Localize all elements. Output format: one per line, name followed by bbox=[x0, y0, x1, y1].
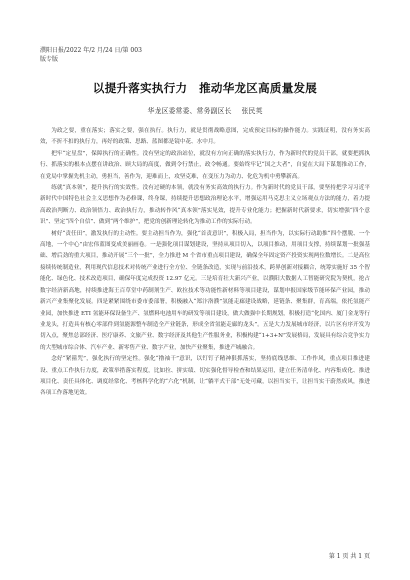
section-line: 版专版 bbox=[40, 56, 59, 63]
source-line: 濮阳日报/2022 年/2 月/24 日/第 003 bbox=[40, 47, 142, 54]
article-title: 以提升落实执行力 推动华龙区高质量发展 bbox=[92, 81, 318, 95]
byline bbox=[0, 106, 410, 116]
paragraph: 念好“紧箍咒”，强化执行的坚定性。强化“撸袖干”意识，以钉钉子精神狠抓落实，坚持底线思维、工作作风，重点项目推进建设、重点工作执行力度，政策举措落实程度，比如拉、拼实绩、切实强化督导检查和结果运用，建立任务清单化、内容集成化、推进项目化、责任具体化、调度经常化、考核科学化的“六化”机制，让“躺平式干部”无处可藏，以担当实干，让担当实干蔚然成风，推进各项工作落地见效。 bbox=[40, 356, 370, 397]
paragraph: 把牢“定星盘”，保障执行的正确性。没有坚定的政治站位，就没有方向正确的落实执行力，作为新时代的党员干部，就要把抓执行、抓落实的根本点摆在讲政治、顾大局的高度，做到令行禁止，政令畅通。要始终牢记“国之大者”，自觉在大局下谋划推动工作，在党局中掌握先机主动，勇担当，善作为，迎难而上，攻坚克难，在变压力为动力、化危为机中勇攀新高。 bbox=[40, 150, 370, 180]
paragraph: 为政之要，重在落实；落实之要，强在执行。执行力，就是贯彻战略意图，完成预定目标的操作能力。实践证明，没有务实高效，不折不扣的执行力，再好的政策、思路、蓝图都是镜中花、水中月。 bbox=[40, 128, 370, 146]
author-name: 张民英 bbox=[241, 107, 263, 115]
paragraph: 练就“真本领”，提升执行的实效性。没有过硬的本领，就没有务实高效的执行力。作为新时代的党员干部，要坚持把学习习近平新时代中国特色社会主义思想作为必修课，终身课，持续提升思想政治理论水平，增强运用马克思主义立场观点方法的能力，着力提高政治判断力、政治领悟力、政治执行力，推动转作风“真本领”落实见效，提升专业化能力；把握新时代新要求，切实增强“四个意识”、坚定“四个自信”、做到“两个维护”，把党的创新理论转化为推动工作的实际行动。 bbox=[40, 185, 370, 226]
author-affiliation: 华龙区委常委、常务副区长 bbox=[147, 107, 232, 115]
document-meta bbox=[40, 46, 142, 64]
article-body bbox=[40, 126, 370, 551]
page-number: 第 1 页 共 1 页 bbox=[328, 553, 370, 560]
paragraph: 树好“责任田”，激发执行的主动性。要主动担当作为，强化“首责意识”，积极入局，担当作为，以实际行动助推“四个摆脱、一个高地，一个中心”由宏伟蓝图变成美丽画卷。一是强化项目谋划建设，坚持从项目切入，以项目推动，用项目支撑，持续谋划一批强基础、增后劲的重大项目，推动开展“三个一批”，全力推进 M 个省市重点项目建设，确保全年固定资产投资实现两位数增长。二是高位接续传统制造业，利用现代信息技术对传统产业进行全方位、全链条改造，实现与前沿技术，跨界创新对接耦合，统筹实施好 35 个智能化、绿色化、技术改造项目，确保年度完成投资 12.97 亿元。三是培育壮大新兴产业，以濮阳大数据人工智能研究院为契机，抢占数字经济新高地，持续推进海王百草堂中药制剂生产、欧拉技术等功能性新材料等项目建设，谋划申报国家级节能环保产业园，推动新兴产业集聚化发展。四是紧紧围绕市委市委部署，积极融入“郑汴洛濮”氢能走廊建设战略，延链条、聚集群，育高端，依托氢能产业园，加快推进 ETI 氢能环保设备生产、氢燃料电池用车的研发等项目建设，做大做强中长期规划，积极打造“化国内、厦门金龙等行业龙头，打造具有核心零部件到氢能源整车制造全产业链条，形成全省氢能走廊的龙头”。五是大力发展城市经济，以片区有序开发为切入点，聚焦总部经济、医疗康养、文旅产业、数字经济及其他生产性服务业，积极构建“1+3+N”发展格局，发展具有综合竞争实力的大型城市综合体、汽车产业、新零售产业、数字产业，加快产业聚集，推进产城融合。 bbox=[40, 230, 370, 351]
